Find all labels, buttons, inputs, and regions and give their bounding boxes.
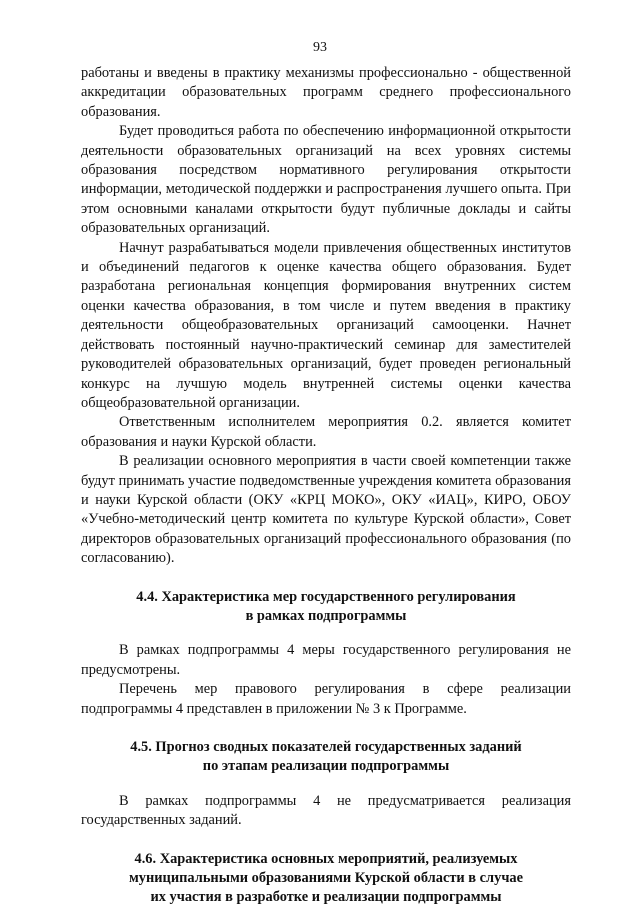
paragraph-accreditation: работаны и введены в практику механизмы профессионально - общественной аккредитации образовательных программ среднего профессионального образования. [81, 65, 571, 120]
page-body [81, 64, 571, 908]
section-heading-4-6 [81, 850, 571, 908]
paragraph-no-regulation-measures: В рамках подпрограммы 4 меры государственного регулирования не предусмотрены. [81, 642, 571, 678]
page-number: 93 [313, 40, 327, 55]
heading-line: 4.5. Прогноз сводных показателей государственных заданий [130, 739, 522, 755]
paragraph-participants: В реализации основного мероприятия в части своей компетенции также будут принимать участие подведомственные учреждения комитета образования и науки Курской области (ОКУ «КРЦ МОКО», ОКУ «ИАЦ», КИРО, ОБОУ «Учебно-методический центр комитета по культуре Курской области», Совет директоров образовательных организаций профессионального образования (по согласованию). [81, 453, 571, 567]
heading-line: муниципальными образованиями Курской области в случае [128, 870, 524, 887]
paragraph-responsible-executor: Ответственным исполнителем мероприятия 0.2. является комитет образования и науки Курской области. [81, 414, 571, 450]
heading-line: по этапам реализации подпрограммы [202, 758, 450, 775]
heading-line: в рамках подпрограммы [245, 607, 407, 624]
section-heading-4-4 [81, 588, 571, 627]
paragraph-quality-assessment: Начнут разрабатываться модели привлечения общественных институтов и объединений педагогов к оценке качества общего образования. Будет разработана региональная концепция формирования внутренних систем оценки качества образования, в том числе и путем введения в практику деятельности общеобразовательных организаций самооценки. Начнет действовать постоянный научно-практический семинар для заместителей руководителей образовательных организаций, будет проведен региональный конкурс на лучшую модель внутренней системы оценки качества общеобразовательной организации. [81, 239, 571, 411]
paragraph-no-state-assignments: В рамках подпрограммы 4 не предусматривается реализация государственных заданий. [81, 792, 571, 829]
paragraph-information-openness: Будет проводиться работа по обеспечению информационной открытости деятельности образовательных организаций на всех уровнях системы образования посредством нормативного регулирования открытости информации, методической поддержки и распространения лучшего опыта. При этом основными каналами открытости будут публичные доклады и сайты образовательных организаций. [81, 123, 571, 237]
heading-line: 4.6. Характеристика основных мероприятий, реализуемых [134, 850, 518, 867]
paragraph-legal-regulation-list: Перечень мер правового регулирования в сфере реализации подпрограммы 4 представлен в приложении № 3 к Программе. [81, 681, 571, 717]
heading-line: 4.4. Характеристика мер государственного регулирования [136, 588, 516, 605]
section-heading-4-5 [81, 738, 571, 777]
heading-line: их участия в разработке и реализации подпрограммы [150, 889, 502, 906]
